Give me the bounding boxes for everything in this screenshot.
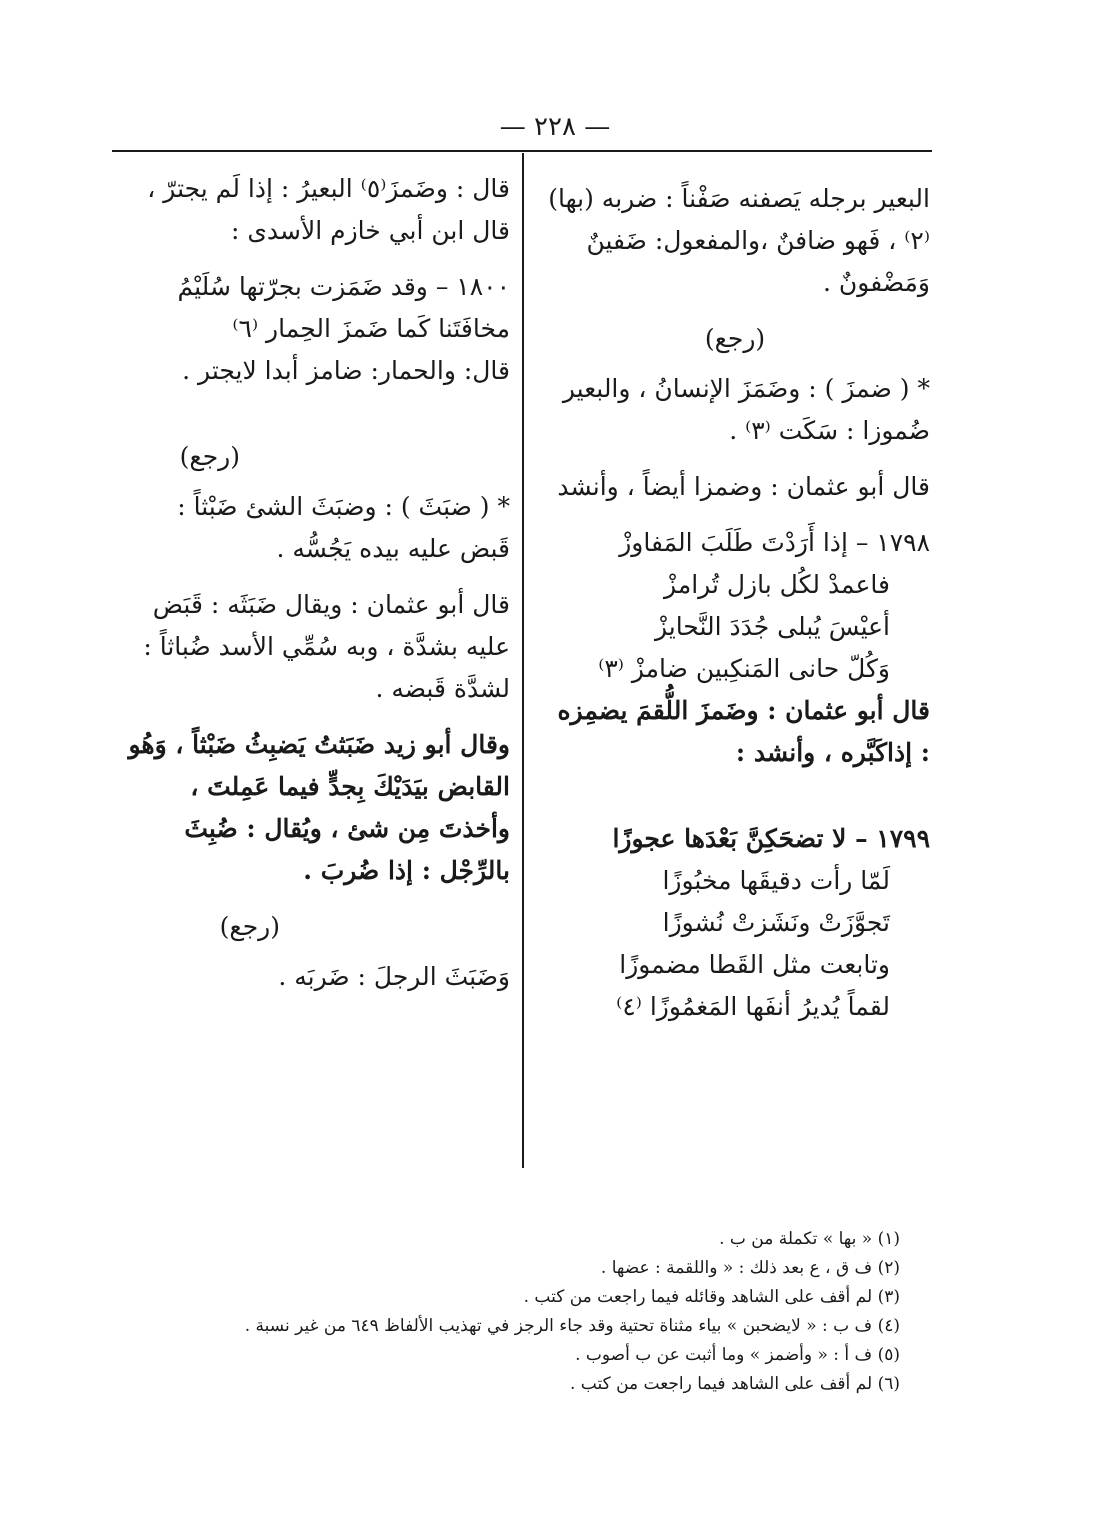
ref-marker: (رجع) <box>219 912 280 941</box>
paragraph: قال: والحمار: ضامز أبدا لايجتر . <box>182 356 510 385</box>
footnote: (٢) ف ق ، ع بعد ذلك : « واللقمة : عضها . <box>600 1258 900 1278</box>
paragraph: وَضَبَثَ الرجلَ : ضَربَه . <box>278 962 510 991</box>
ref-marker: (رجع) <box>179 442 240 471</box>
footnote: (٦) لم أقف على الشاهد فيما راجعت من كتب . <box>569 1374 900 1394</box>
paragraph: قال : وضَمزَ⁽٥⁾ البعيرُ : إذا لَم يجترّ ، قال ابن أبي خازم الأسدى : <box>147 174 510 245</box>
right-column <box>540 178 930 1028</box>
verse-line: أعيْسَ يُبلى جُدَدَ النَّحايزْ <box>654 612 890 641</box>
paragraph: البعير برجله يَصفنه صَفْناً : ضربه (بها)⁽٢⁾ ، فَهو ضافنٌ ،والمفعول: ضَفينٌ وَمَضْفونٌ . <box>548 184 930 297</box>
entry-heading: * ( ضبَثَ ) : وضبَثَ الشئ ضَبْثاً : قَبض عليه بيده يَجُسُّه . <box>177 492 510 563</box>
page-number: — ٢٢٨ — <box>499 112 611 142</box>
paragraph: وقال أبو زيد ضَبَثتُ يَضبِثُ ضَبْثاً ، وَهُو القابض بيَدَيْكَ بِجدٍّ فيما عَمِلتَ ، وأخذتَ مِن شئ ، ويُقال : ضُبِثَ بالرِّجْل : إذا ضُربَ . <box>128 730 510 885</box>
footnote: (١) « بها » تكملة من ب . <box>719 1229 900 1249</box>
verse-line: فاعمدْ لكُل بازل تُرامزْ <box>664 570 890 599</box>
footnote: (٥) ف أ : « وأضمز » وما أثبت عن ب أصوب . <box>575 1345 900 1365</box>
footnotes <box>230 1225 900 1399</box>
verse-line: وَكُلّ حانى المَنكِبين ضامزْ ⁽٣⁾ <box>598 654 890 683</box>
verse-line: لقماً يُديرُ أنفَها المَغمُوزًا ⁽٤⁾ <box>616 992 890 1021</box>
entry-heading: * ( ضمزَ ) : وضَمَزَ الإنسانُ ، والبعير ضُموزا : سَكَت ⁽٣⁾ . <box>562 374 930 445</box>
left-column <box>122 168 510 1012</box>
paragraph: قال أبو عثمان : وضمزا أيضاً ، وأنشد <box>557 472 930 501</box>
column-divider <box>522 153 524 1168</box>
footnote: (٣) لم أقف على الشاهد وقائله فيما راجعت من كتب . <box>523 1287 900 1307</box>
paragraph: قال أبو عثمان : وضَمزَ اللُّقمَ يضمِزه : إذاكَبَّره ، وأنشد : <box>557 696 930 767</box>
verse-line: تَجوَّزَتْ ونَشَزتْ نُشوزًا <box>662 908 890 937</box>
verse-line: مخافَتَنا كَما ضَمزَ الحِمار ⁽٦⁾ <box>232 314 510 343</box>
verse-line: ١٧٩٨ – إذا أَرَدْتَ طَلَبَ المَفاوزْ <box>619 528 930 557</box>
verse-line: ١٧٩٩ – لا تضحَكِنَّ بَعْدَها عجوزًا <box>612 824 930 853</box>
verse-line: ١٨٠٠ – وقد ضَمَزت بجرّتها سُلَيْمُ <box>177 272 510 301</box>
verse-line: وتابعت مثل القَطا مضموزًا <box>619 950 890 979</box>
verse-line: لَمّا رأت دقيقَها مخبُوزًا <box>662 866 890 895</box>
paragraph: قال أبو عثمان : ويقال ضَبَثَه : قَبَض عليه بشدَّة ، وبه سُمِّي الأسد ضُباثاً : لشدَّة قَبضه . <box>143 590 510 703</box>
footnote: (٤) ف ب : « لايضحبن » بياء مثناة تحتية وقد جاء الرجز في تهذيب الألفاظ ٦٤٩ من غير نسبة . <box>244 1316 900 1336</box>
header-rule <box>112 150 932 152</box>
ref-marker: (رجع) <box>704 324 766 353</box>
